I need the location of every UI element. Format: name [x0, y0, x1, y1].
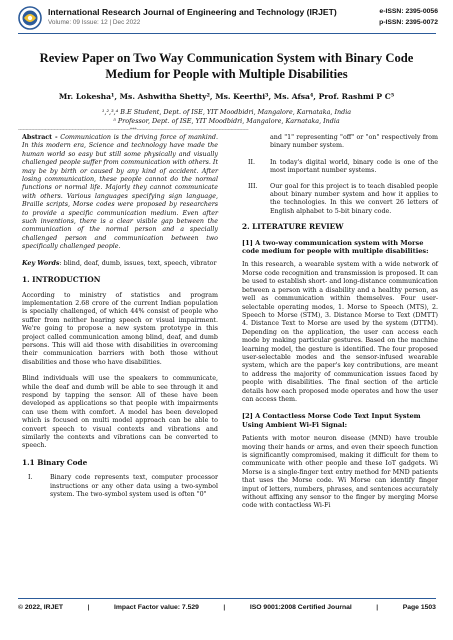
keywords-label: Key Words [22, 259, 60, 267]
journal-title: International Research Journal of Engineering and Technology (IRJET) [48, 7, 337, 17]
right-column [242, 134, 438, 519]
footer-divider: | [376, 604, 379, 611]
page-footer [18, 604, 436, 611]
list-item-number: III. [248, 182, 258, 190]
footer-divider: | [223, 604, 226, 611]
list-item-continuation: and "1" representing "off" or "on" respectively from binary number system. [270, 134, 438, 150]
issn-print: p-ISSN: 2395-0072 [379, 19, 438, 26]
footer-divider: | [87, 604, 90, 611]
abstract-label: Abstract - [22, 134, 58, 141]
footer-page-number: Page 1503 [402, 604, 436, 611]
abstract [22, 134, 218, 252]
list-item-text: Binary code represents text, computer processor instructions or any other data using a two-symbol system. The two-symbol system used is often "0" [50, 474, 218, 499]
volume-issue: Volume: 09 Issue: 12 | Dec 2022 [48, 19, 141, 26]
keywords-text: : blind, deaf, dumb, issues, text, speech, vibrator [59, 259, 217, 267]
list-item-text: In today's digital world, binary code is one of the most important number systems. [270, 158, 438, 175]
introduction-heading: 1. INTRODUCTION [22, 275, 101, 285]
list-item-number: I. [28, 474, 33, 482]
literature-review-heading: 2. LITERATURE REVIEW [242, 222, 344, 232]
binary-code-heading: 1.1 Binary Code [22, 457, 88, 467]
affiliation-students: ¹,²,³,⁴ B.E Student, Dept. of ISE, YIT Moodbidri, Mangalore, Karnataka, India [101, 108, 352, 116]
footer-impact-factor: Impact Factor value: 7.529 [113, 604, 199, 611]
reference-2-heading: [2] A Contactless Morse Code Text Input System Using Ambient Wi-Fi Signal: [242, 412, 421, 429]
left-column [22, 134, 218, 506]
affiliation-professor: ⁵ Professor, Dept. of ISE, YIT Moodbidri, Mangalore, Karnataka, India [113, 117, 340, 125]
list-item [242, 159, 438, 176]
journal-header [18, 6, 438, 32]
issn-electronic: e-ISSN: 2395-0056 [379, 8, 438, 15]
header-rule [18, 33, 436, 34]
paper-title: Review Paper on Two Way Communication System with Binary Code Medium for People with Multiple Disabilities [39, 51, 414, 81]
irjet-logo-icon [18, 6, 42, 30]
reference-2-text: Patients with motor neuron disease (MND) have trouble moving their hands or arms, and even their speech function is significantly compromised, making it difficult for them to communicate with other people and these IoT gadgets. Wi Morse is a single-finger text entry method for MND patients that uses the Morse code. Wi Morse can identify finger input of letters, numbers, phrases, and sentences accurately without affixing any sensor to the finger by merging Morse code with contactless Wi-Fi [242, 435, 438, 510]
keywords [22, 260, 218, 268]
list-item-text: Our goal for this project is to teach disabled people about binary number system and how it applies to the technologies. In this we convert 26 letters of English alphabet to 5-bit binary code. [270, 182, 438, 215]
list-item-number: II. [248, 158, 256, 166]
list-item [242, 183, 438, 217]
reference-1-heading: [1] A two-way communication system with Morse code medium for people with multiple disabilities: [242, 238, 429, 256]
reference-1-text: In this research, a wearable system with a wide network of Morse code recognition and transmission is proposed. It can be used to establish short- and long-distance communication between a person with a disability and a healthy person, as well as communication within themselves. Four user-selectable operating modes, 1. Morse to Speech (MTS), 2. Speech to Morse (STM), 3. Distance Morse to Text (DMTT) 4. Distance Text to Morse are used by the system (DTTM). Depending on the application, the user can access each mode by making particular gestures. Based on the machine learning model, the gesture is identified. The four proposed user-selectable modes and the sensor-infused wearable system, which are the paper's key contributions, are meant to address the majority of communication issues faced by people with disabilities. The final section of the article details how each proposed mode operates and how the user can access them. [242, 261, 438, 403]
list-item [22, 474, 218, 499]
footer-copyright: © 2022, IRJET [18, 604, 64, 611]
introduction-paragraph-1: According to ministry of statistics and program implementation 2.68 crore of the current Indian population is specially challenged, of which 44% consist of people who suffer from neither hearing speech or visual impairment. We're going to propose a new system prototype in this project called communication among blind, deaf, and dumb persons. This will aid those with disabilities in overcoming their communication barriers with both those without disabilities and those who have disabilities. [22, 291, 218, 366]
footer-iso: ISO 9001:2008 Certified Journal [249, 604, 352, 611]
author-list: Mr. Lokesha¹, Ms. Ashwitha Shetty², Ms. Keerthi³, Ms. Afsa⁴, Prof. Rashmi P C⁵ [58, 92, 395, 101]
abstract-text: Communication is the driving force of mankind. In this modern era, Science and technology have made the human world so easy but still some physically and visually challenged people suffer from communication with others. It may be by birth or caused by any kind of accident. After losing communication, these people cannot do the normal functions or normal life. Majorly they cannot communicate with others. Various languages specifying sign language, Braille scripts, Morse codes were proposed by researchers to provide a specific communication medium. Even after such inventions, there is a clear visible gap between the communication of the normal person and a specially challenged person and communication between two specifically challenged people. [22, 134, 218, 251]
footer-rule [18, 598, 436, 599]
section-separator: ---------------------------------------------------------------------------***--------------------------------------------------------------------------- [18, 127, 249, 133]
introduction-paragraph-2: Blind individuals will use the speakers to communicate, while the deaf and dumb will be able to see through it and respond by tapping the sensor. All of these have been developed as applications so that people with impairments can use them with comfort. A model has been developed which is focused on multi model approach can be able to convert speech to visual contexts and vibrations and similarly the contexts and vibrations can be converted to speech. [22, 375, 218, 450]
